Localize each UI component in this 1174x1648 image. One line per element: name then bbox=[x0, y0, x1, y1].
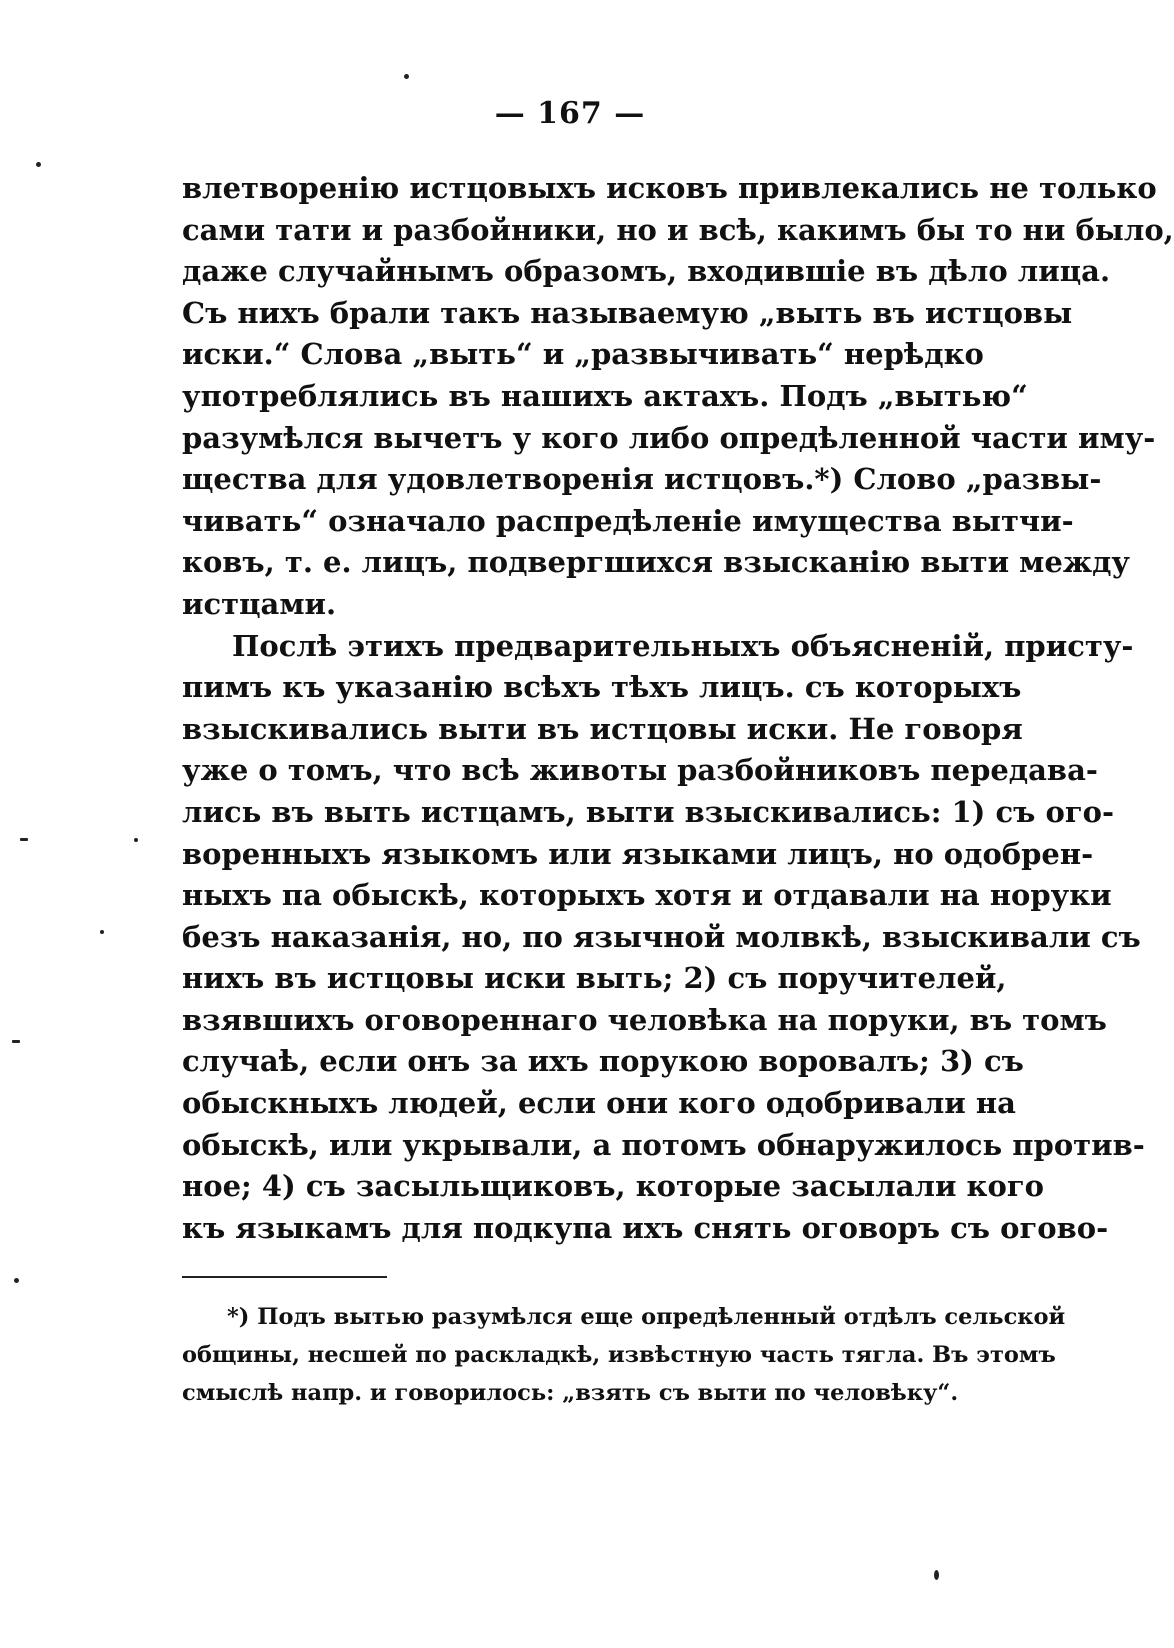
scan-speck bbox=[934, 1570, 939, 1580]
text-line: разумѣлся вычетъ у кого либо опредѣленной части иму- bbox=[182, 420, 1156, 455]
text-line: воренныхъ языкомъ или языками лицъ, но одобрен- bbox=[182, 836, 1094, 871]
scan-speck bbox=[14, 1278, 19, 1283]
footnote bbox=[182, 1298, 1066, 1412]
scan-speck bbox=[134, 838, 138, 842]
scan-speck bbox=[36, 162, 41, 167]
text-line: случаѣ, если онъ за ихъ порукою воровалъ; 3) съ bbox=[182, 1044, 1024, 1079]
scan-speck bbox=[20, 838, 28, 841]
scan-speck bbox=[100, 930, 104, 934]
text-line: лись въ выть истцамъ, выти взыскивались: 1) съ ого- bbox=[182, 794, 1114, 829]
text-line: иски.“ Слова „выть“ и „развычивать“ нерѣдко bbox=[182, 337, 984, 372]
footnote-line: смыслѣ напр. и говорилось: „взять съ выти по человѣку“. bbox=[182, 1380, 959, 1406]
text-line: обыскѣ, или укрывали, а потомъ обнаружилось против- bbox=[182, 1127, 1145, 1162]
paragraph-start-line: Послѣ этихъ предварительныхъ объясненій, присту- bbox=[232, 628, 1134, 663]
page-number: — 167 — bbox=[494, 96, 646, 131]
text-line: сами тати и разбойники, но и всѣ, какимъ бы то ни было, bbox=[182, 212, 1174, 247]
text-line: влетворенію истцовыхъ исковъ привлекались не только bbox=[182, 171, 1157, 205]
text-line: взыскивались выти въ истцовы иски. Не говоря bbox=[182, 711, 1023, 746]
text-line: даже случайнымъ образомъ, входившіе въ дѣло лица. bbox=[182, 254, 1111, 289]
text-line: употреблялись въ нашихъ актахъ. Подъ „вытью“ bbox=[182, 378, 1028, 413]
text-line: уже о томъ, что всѣ животы разбойниковъ передава- bbox=[182, 753, 1098, 788]
text-line: взявшихъ оговореннаго человѣка на поруки, въ томъ bbox=[182, 1002, 1107, 1037]
text-line: ное; 4) съ засыльщиковъ, которые засылали кого bbox=[182, 1169, 1044, 1204]
text-line: ныхъ па обыскѣ, которыхъ хотя и отдавали на норуки bbox=[182, 878, 1112, 913]
footnote-line: общины, несшей по раскладкѣ, извѣстную часть тягла. Въ этомъ bbox=[182, 1342, 1056, 1368]
scan-speck bbox=[12, 1040, 20, 1043]
text-line: къ языкамъ для подкупа ихъ снять оговоръ съ огово- bbox=[182, 1210, 1109, 1245]
text-line: обыскныхъ людей, если они кого одобривали на bbox=[182, 1086, 1016, 1121]
text-line: истцами. bbox=[182, 586, 337, 621]
text-line: ковъ, т. е. лицъ, подвергшихся взысканію выти между bbox=[182, 545, 1130, 580]
text-line: безъ наказанія, но, по язычной молвкѣ, взыскивали съ bbox=[182, 919, 1141, 954]
body-text bbox=[182, 168, 1174, 1249]
text-line: щества для удовлетворенія истцовъ.*) Слово „развы- bbox=[182, 462, 1102, 497]
text-line: чивать“ означало распредѣленіе имущества вытчи- bbox=[182, 503, 1074, 538]
text-line: нихъ въ истцовы иски выть; 2) съ поручителей, bbox=[182, 961, 1007, 996]
text-line: пимъ къ указанію всѣхъ тѣхъ лицъ. съ которыхъ bbox=[182, 670, 1022, 705]
footnote-line: *) Подъ вытью разумѣлся еще опредѣленный отдѣлъ сельской bbox=[227, 1304, 1066, 1330]
scan-speck bbox=[404, 74, 409, 79]
footnote-separator bbox=[182, 1276, 387, 1278]
text-line: Съ нихъ брали такъ называемую „выть въ истцовы bbox=[182, 295, 1073, 330]
